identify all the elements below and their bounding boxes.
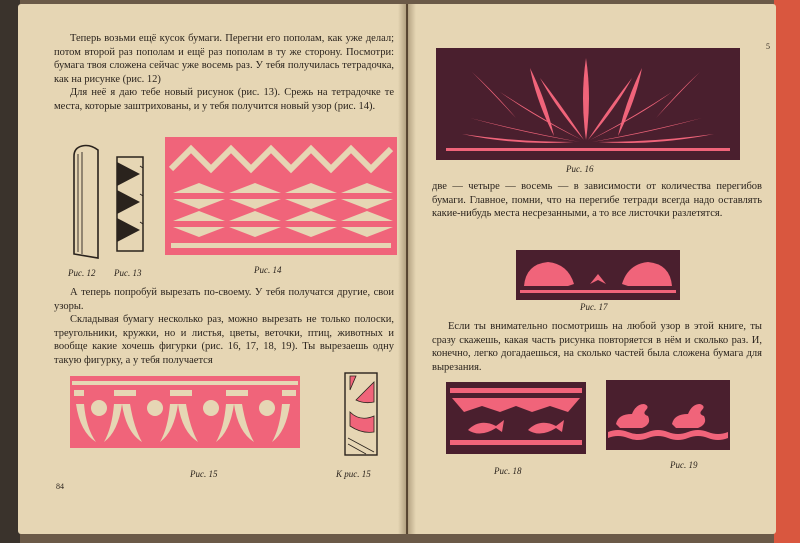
caption-fig-19: Рис. 19 [670,460,698,470]
book-gutter [398,4,416,534]
caption-fig-12: Рис. 12 [68,268,96,278]
caption-fig-18: Рис. 18 [494,466,522,476]
caption-fig-15-template: К рис. 15 [336,469,371,479]
right-paragraph-2: Если ты внимательно посмотришь на любой узор в этой книге, ты сразу скажешь, какая часть рисунка повторяется в нём и сколько раз. И, конечно, легко догадаешься, на сколько частей была сложена бумага для вырезания. [432,321,762,373]
left-text-block-top [54,32,394,114]
figure-12-folded-paper [68,142,108,262]
figure-15-arches-border [70,376,300,454]
right-text-block-bottom [432,320,762,374]
figure-17-bushes-pattern [516,250,680,300]
figure-14-triangle-pattern [165,137,397,255]
right-paragraph-1: две — четыре — восемь — в зависимости от количества перегибов бумаги. Главное, помни, что на перегибе тетради всегда надо оставлять какие-нибудь места несрезанными, а то все листочки разлетятся. [432,181,762,220]
right-text-block-top [432,180,762,221]
figure-13-template [116,156,146,254]
left-page-number: 84 [56,482,64,491]
caption-fig-13: Рис. 13 [114,268,142,278]
book-cover-right [774,0,800,543]
caption-fig-14: Рис. 14 [254,265,282,275]
left-text-block-bottom [54,286,394,368]
left-page [18,4,406,534]
figure-18-fish-pattern [446,382,586,454]
figure-19-ducks-pattern [606,380,730,450]
caption-fig-15: Рис. 15 [190,469,218,479]
right-page [408,4,776,534]
figure-16-grass-pattern [436,48,740,160]
left-paragraph-3: А теперь попробуй вырезать по-своему. У тебя получатся другие, свои узоры. [54,287,394,312]
caption-fig-17: Рис. 17 [580,302,608,312]
book-cover-left [0,0,20,543]
left-paragraph-4: Складывая бумагу несколько раз, можно вырезать не только полоски, треугольники, кружки, но и листья, цветы, веточки, птиц, животных и вообще какие хочешь фигурки (рис. 16, 17, 18, 19). Ты вырезаешь одну такую фигурку, а у тебя получается [54,314,394,366]
figure-15-template [344,372,382,458]
right-page-number: 5 [766,42,770,51]
caption-fig-16: Рис. 16 [566,164,594,174]
left-paragraph-2: Для неё я даю тебе новый рисунок (рис. 13). Срежь на тетрадочке те места, которые заштрихованы, и у тебя получится новый узор (рис. 14). [54,87,394,112]
left-paragraph-1: Теперь возьми ещё кусок бумаги. Перегни его пополам, как уже делал; потом второй раз пополам и ещё раз пополам в ту же сторону. Посмотри: бумага твоя сложена сейчас уже восемь раз. У тебя получилась тетрадочка, как на рисунке (рис. 12) [54,33,394,85]
